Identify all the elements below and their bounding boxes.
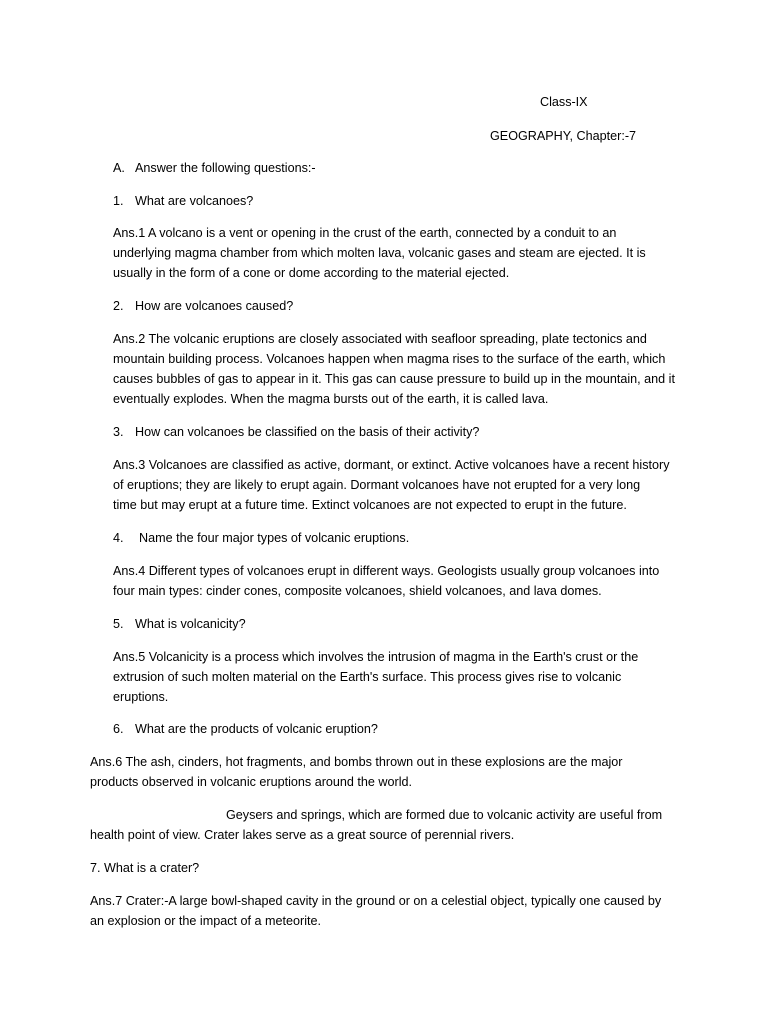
class-label: Class-IX <box>540 95 588 109</box>
section-title: Answer the following questions:- <box>135 161 316 175</box>
answer-6-extra-line-1: Geysers and springs, which are formed due to volcanic activity are useful from <box>226 808 663 822</box>
question-text: What are volcanoes? <box>135 194 254 208</box>
question-7: 7. What is a crater? <box>90 861 200 875</box>
answer-5-line-3: eruptions. <box>113 690 169 704</box>
answer-4-line-1: Ans.4 Different types of volcanoes erupt in different ways. Geologists usually group volcanoes into <box>113 564 660 578</box>
question-number: 4. <box>113 531 124 545</box>
answer-6-line-1: Ans.6 The ash, cinders, hot fragments, and bombs thrown out in these explosions are the major <box>90 755 623 769</box>
question-number: 2. <box>113 299 124 313</box>
answer-4-line-2: four main types: cinder cones, composite volcanoes, shield volcanoes, and lava domes. <box>113 584 602 598</box>
section-marker: A. <box>113 161 125 175</box>
question-1 <box>113 191 253 211</box>
answer-6-extra-line-2: health point of view. Crater lakes serve as a great source of perennial rivers. <box>90 828 515 842</box>
answer-6-line-2: products observed in volcanic eruptions around the world. <box>90 775 413 789</box>
answer-2-line-3: causes bubbles of gas to appear in it. This gas can cause pressure to build up in the mountain, and it <box>113 372 675 386</box>
answer-1-line-1: Ans.1 A volcano is a vent or opening in the crust of the earth, connected by a conduit to an <box>113 226 617 240</box>
answer-2-line-2: mountain building process. Volcanoes happen when magma rises to the surface of the earth, which <box>113 352 666 366</box>
answer-7-line-1: Ans.7 Crater:-A large bowl-shaped cavity in the ground or on a celestial object, typically one caused by <box>90 894 662 908</box>
question-text: What is volcanicity? <box>135 617 246 631</box>
question-number: 3. <box>113 425 124 439</box>
question-2 <box>113 296 293 316</box>
answer-2-line-1: Ans.2 The volcanic eruptions are closely associated with seafloor spreading, plate tectonics and <box>113 332 647 346</box>
section-heading <box>113 158 316 178</box>
answer-3-line-2: of eruptions; they are likely to erupt again. Dormant volcanoes have not erupted for a very long <box>113 478 641 492</box>
question-5 <box>113 614 246 634</box>
question-4 <box>113 528 409 548</box>
question-number: 5. <box>113 617 124 631</box>
question-text: Name the four major types of volcanic eruptions. <box>139 531 410 545</box>
question-number: 6. <box>113 722 124 736</box>
answer-1-line-2: underlying magma chamber from which molten lava, volcanic gases and steam are ejected. It is <box>113 246 646 260</box>
question-text: How can volcanoes be classified on the basis of their activity? <box>135 425 480 439</box>
question-text: What are the products of volcanic eruption? <box>135 722 378 736</box>
question-number: 1. <box>113 194 124 208</box>
question-text: How are volcanoes caused? <box>135 299 294 313</box>
answer-5-line-1: Ans.5 Volcanicity is a process which involves the intrusion of magma in the Earth's crust or the <box>113 650 639 664</box>
answer-5-line-2: extrusion of such molten material on the Earth's surface. This process gives rise to volcanic <box>113 670 622 684</box>
answer-3-line-3: time but may erupt at a future time. Extinct volcanoes are not expected to erupt in the future. <box>113 498 627 512</box>
answer-2-line-4: eventually explodes. When the magma bursts out of the earth, it is called lava. <box>113 392 549 406</box>
question-6 <box>113 719 378 739</box>
subject-chapter-label: GEOGRAPHY, Chapter:-7 <box>490 129 637 143</box>
answer-1-line-3: usually in the form of a cone or dome according to the material ejected. <box>113 266 510 280</box>
answer-7-line-2: an explosion or the impact of a meteorite. <box>90 914 322 928</box>
question-3 <box>113 422 479 442</box>
answer-3-line-1: Ans.3 Volcanoes are classified as active, dormant, or extinct. Active volcanoes have a recent history <box>113 458 670 472</box>
